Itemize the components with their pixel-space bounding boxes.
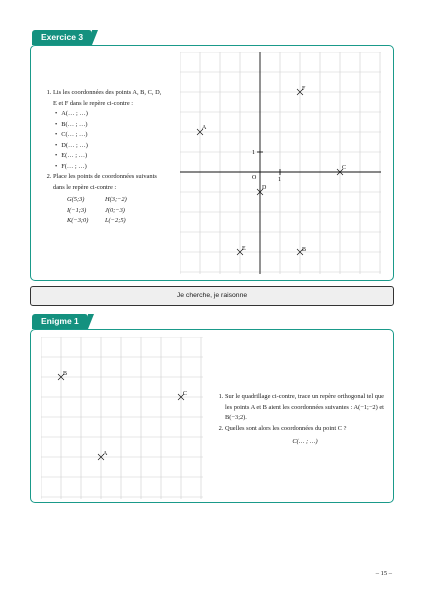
point-label-f: F: [302, 86, 306, 92]
exercise-q1-text: Lis les coordonnées des points A, B, C, D, E et F dans le repère ci-contre :: [53, 89, 162, 107]
points-to-place: [67, 195, 165, 227]
point-coord: K(−3;0): [67, 217, 89, 224]
point-label-c: C: [183, 391, 188, 397]
exercise-q2-text: Place les points de coordonnées suivants dans le repère ci-contre :: [53, 173, 157, 191]
point-label-a: A: [103, 451, 108, 457]
point-coord: H(3;−2): [105, 196, 127, 203]
section-banner-text: Je cherche, je raisonne: [176, 292, 248, 299]
point-coord: I(−1;3): [67, 206, 87, 214]
point-coord: G(5;3): [67, 196, 85, 203]
enigme-question-1: 1. Sur le quadrillage ci-contre, trace un repère orthogonal tel que les points A et B aient les coordonnées suivantes : A(−1;−2) et B(−3;2).: [225, 392, 385, 424]
exercise-questions: [43, 88, 165, 231]
section-banner: [30, 286, 394, 306]
point-coord: J(0;−3): [105, 206, 125, 214]
exercise-question-1: [53, 88, 165, 172]
point-label-e: E: [242, 246, 246, 252]
blank-grid: [41, 337, 203, 499]
point-label-b: B: [302, 247, 307, 253]
coordinate-item: • E(… ; …): [62, 151, 165, 162]
point-label-c: C: [342, 165, 347, 171]
enigme-questions: [215, 392, 385, 448]
page-number: – 15 –: [375, 570, 392, 577]
point-label-d: D: [262, 185, 267, 191]
exercise-tab-label: Exercice 3: [41, 32, 84, 42]
coordinate-item: • D(… ; …): [62, 141, 165, 152]
coordinate-item: • F(… ; …): [62, 162, 165, 173]
exercise-card: [30, 45, 394, 281]
enigme-tab-label: Enigme 1: [41, 316, 79, 326]
x-unit-label: 1: [278, 177, 281, 183]
coordinate-item: • A(… ; …): [62, 109, 165, 120]
exercise-tab: [32, 30, 92, 45]
point-label-a: A: [202, 125, 207, 131]
coordinate-grid: [180, 52, 381, 274]
enigme-tab: [32, 314, 88, 329]
y-unit-label: 1: [252, 150, 255, 156]
enigme-answer: C(… ; …): [292, 438, 318, 445]
coordinate-item: • B(… ; …): [62, 120, 165, 131]
enigme-card: [30, 329, 394, 503]
exercise-question-2: [53, 172, 165, 227]
coordinate-item: • C(… ; …): [62, 130, 165, 141]
point-label-b: B: [63, 371, 68, 377]
enigme-q2-text: Quelles sont alors les coordonnées du point C ?: [225, 424, 347, 432]
point-coord: L(−2;5): [105, 217, 126, 224]
origin-label: O: [252, 175, 257, 181]
coordinate-list: [53, 109, 165, 172]
enigme-question-2: [225, 424, 385, 448]
